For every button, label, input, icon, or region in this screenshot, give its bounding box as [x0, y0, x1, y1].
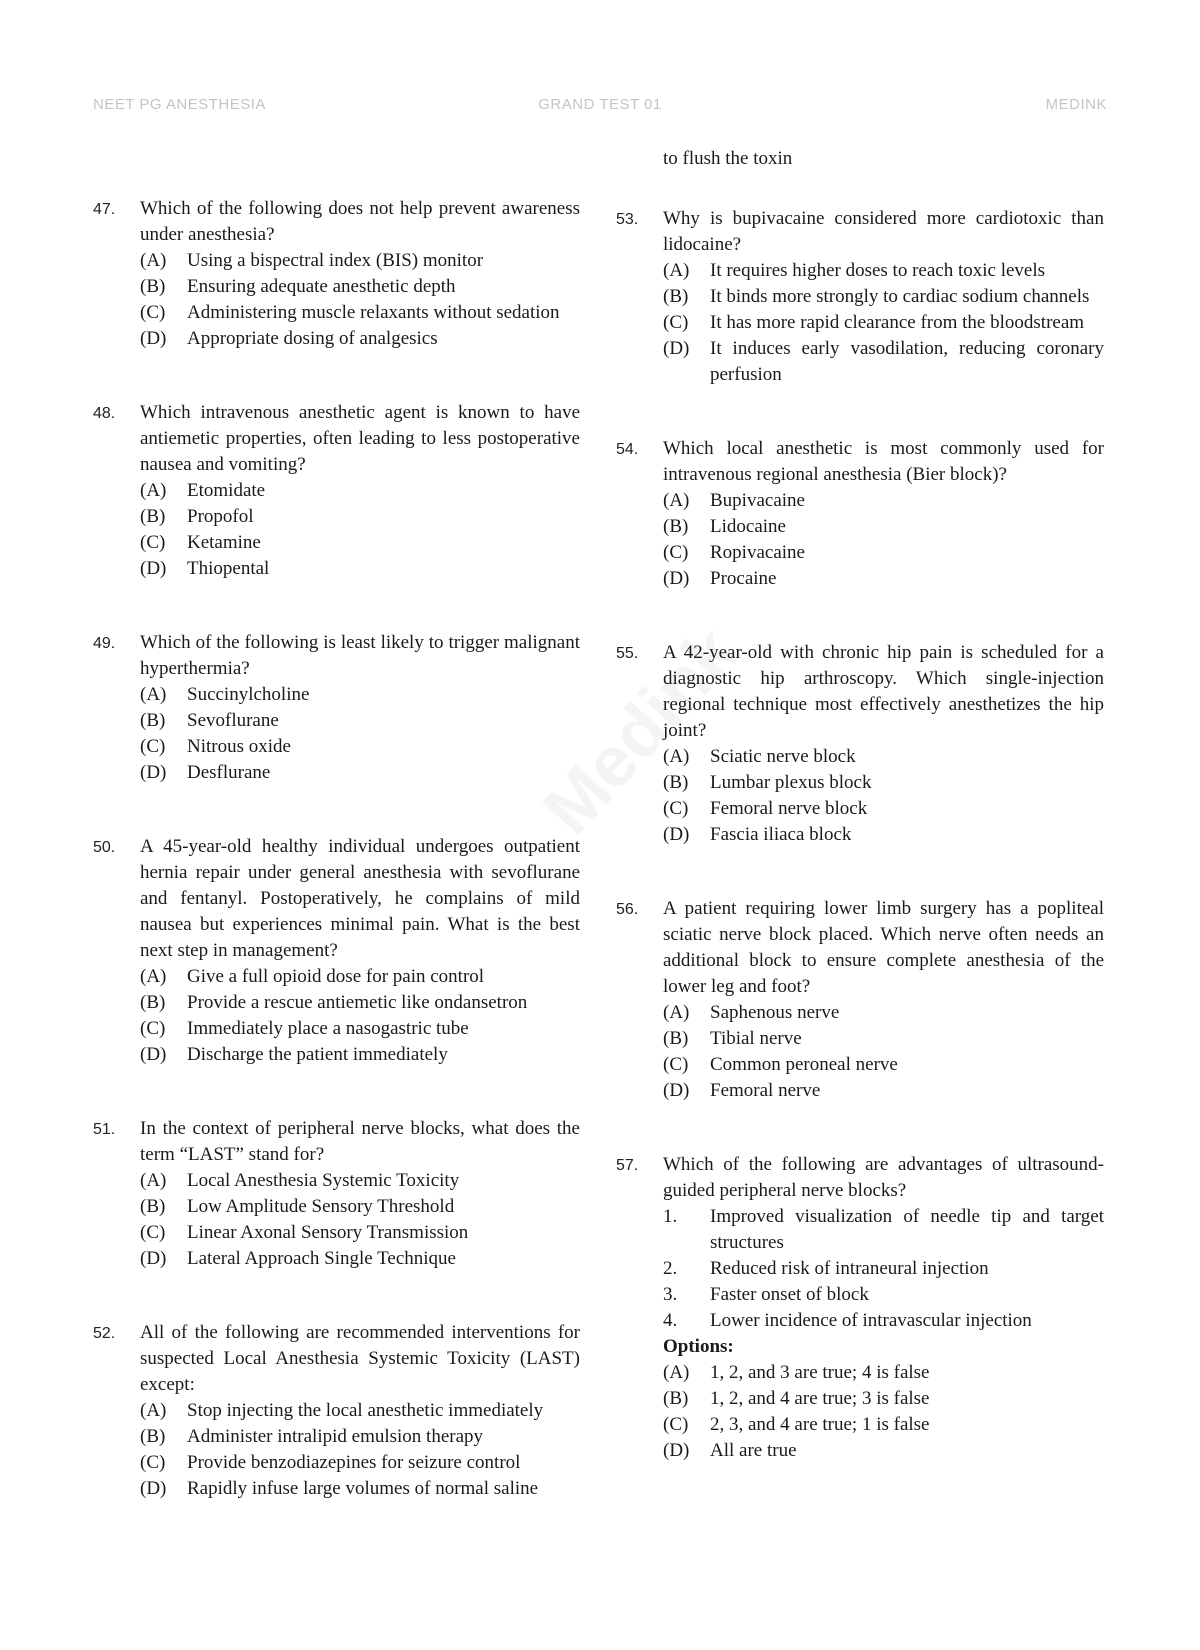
question-number: 57. [616, 1157, 639, 1174]
answer-option [140, 1168, 580, 1194]
answer-option-label: (B) [663, 516, 689, 537]
answer-option-text: Ensuring adequate anesthetic depth [187, 276, 456, 297]
answer-option-label: (A) [663, 1362, 690, 1383]
question-row [616, 1152, 1104, 1464]
question-block [93, 196, 580, 352]
answer-option-text: 1, 2, and 3 are true; 4 is false [710, 1362, 930, 1383]
answer-option-text: Sevoflurane [187, 710, 279, 731]
statement-list [663, 1204, 1104, 1334]
answer-option-label: (D) [663, 568, 690, 589]
question-body [140, 196, 580, 352]
question-block [93, 630, 580, 786]
answer-option-text: Administering muscle relaxants without sedation [187, 302, 560, 323]
answer-option-label: (D) [663, 338, 690, 359]
answer-option-text: Etomidate [187, 480, 266, 501]
answer-option-text: Thiopental [187, 558, 270, 579]
answer-option [140, 1398, 580, 1424]
question-body [663, 436, 1104, 592]
answer-option-label: (B) [140, 506, 166, 527]
question-row [93, 834, 580, 1068]
statement [663, 1308, 1104, 1334]
answer-option-text: Discharge the patient immediately [187, 1044, 448, 1065]
statement-text: Improved visualization of needle tip and target structures [710, 1206, 1104, 1253]
question-row [616, 896, 1104, 1104]
answer-option [140, 556, 580, 582]
answer-option-label: (B) [663, 1028, 689, 1049]
question-stem: All of the following are recommended interventions for suspected Local Anesthesia Systemic Toxicity (LAST) except: [140, 1322, 580, 1395]
answer-option-list [663, 258, 1104, 388]
answer-option [140, 964, 580, 990]
answer-option-label: (C) [140, 1452, 166, 1473]
answer-option [140, 734, 580, 760]
answer-option [663, 1386, 1104, 1412]
header-exam-title: NEET PG ANESTHESIA [93, 96, 266, 113]
answer-option-text: Tibial nerve [710, 1028, 802, 1049]
answer-option-text: Propofol [187, 506, 254, 527]
question-stem: A 45-year-old healthy individual undergoes outpatient hernia repair under general anesthesia with sevoflurane and fentanyl. Postoperatively, he complains of mild nausea but experiences minimal pain. What is the best next step in management? [140, 836, 580, 961]
answer-option [140, 300, 580, 326]
answer-option-label: (A) [663, 490, 690, 511]
answer-option [663, 822, 1104, 848]
answer-option-text: Ropivacaine [710, 542, 805, 563]
answer-option-label: (D) [663, 1440, 690, 1461]
answer-option-label: (B) [140, 1426, 166, 1447]
answer-option [663, 1078, 1104, 1104]
answer-option-label: (B) [663, 1388, 689, 1409]
statement [663, 1256, 1104, 1282]
answer-option-text: Linear Axonal Sensory Transmission [187, 1222, 469, 1243]
question-body [663, 1152, 1104, 1464]
answer-option-label: (D) [140, 762, 167, 783]
answer-option-list [663, 1000, 1104, 1104]
answer-option [140, 1246, 580, 1272]
question-row [93, 400, 580, 582]
answer-option-label: (C) [663, 798, 689, 819]
answer-option-text: Sciatic nerve block [710, 746, 856, 767]
answer-option-text: Common peroneal nerve [710, 1054, 898, 1075]
question-block [93, 1320, 580, 1502]
answer-option [140, 326, 580, 352]
question-stem: Which of the following is least likely to trigger malignant hyperthermia? [140, 632, 580, 679]
answer-option [663, 540, 1104, 566]
answer-option-list [140, 964, 580, 1068]
question-row [93, 1320, 580, 1502]
question-stem: Which intravenous anesthetic agent is known to have antiemetic properties, often leading to less postoperative nausea and vomiting? [140, 402, 580, 475]
answer-option-text: Administer intralipid emulsion therapy [187, 1426, 484, 1447]
answer-option-label: (B) [663, 772, 689, 793]
answer-option-text: 2, 3, and 4 are true; 1 is false [710, 1414, 930, 1435]
question-number: 48. [93, 405, 116, 422]
question-number: 56. [616, 901, 639, 918]
answer-option [663, 770, 1104, 796]
statement [663, 1282, 1104, 1308]
answer-option-text: Desflurane [187, 762, 271, 783]
question-body [663, 640, 1104, 848]
answer-option [663, 514, 1104, 540]
statement-label: 2. [663, 1258, 678, 1279]
answer-option-list [663, 744, 1104, 848]
question-block [93, 400, 580, 582]
answer-option [663, 1000, 1104, 1026]
answer-option [140, 1476, 580, 1502]
header-brand: MEDINK [1045, 96, 1107, 113]
answer-option-label: (D) [140, 558, 167, 579]
answer-option-label: (D) [140, 328, 167, 349]
question-row [93, 196, 580, 352]
answer-option [140, 682, 580, 708]
question-stem: Why is bupivacaine considered more cardiotoxic than lidocaine? [663, 208, 1104, 255]
answer-option-label: (D) [140, 1478, 167, 1499]
answer-option [140, 478, 580, 504]
answer-option [663, 488, 1104, 514]
answer-option-text: Appropriate dosing of analgesics [187, 328, 438, 349]
question-block [616, 896, 1104, 1104]
answer-option-text: Femoral nerve block [710, 798, 868, 819]
answer-option-label: (D) [663, 1080, 690, 1101]
answer-option-list [140, 1398, 580, 1502]
answer-option-list [140, 1168, 580, 1272]
question-body [140, 400, 580, 582]
question-number: 51. [93, 1121, 116, 1138]
answer-option-text: Lateral Approach Single Technique [187, 1248, 456, 1269]
answer-option-label: (C) [663, 542, 689, 563]
question-body [140, 834, 580, 1068]
answer-option-label: (A) [663, 1002, 690, 1023]
answer-option [140, 274, 580, 300]
answer-option-label: (C) [140, 532, 166, 553]
answer-option-text: Lumbar plexus block [710, 772, 872, 793]
answer-option-text: Provide benzodiazepines for seizure control [187, 1452, 521, 1473]
answer-option [663, 1438, 1104, 1464]
question-row [93, 1116, 580, 1272]
answer-option [140, 504, 580, 530]
question-body [140, 1320, 580, 1502]
answer-option [140, 1220, 580, 1246]
answer-option-text: Nitrous oxide [187, 736, 291, 757]
question-block [93, 834, 580, 1068]
answer-option-list [140, 478, 580, 582]
question-body [663, 896, 1104, 1104]
left-column [93, 196, 580, 1550]
answer-option-label: (B) [140, 710, 166, 731]
options-heading: Options: [663, 1336, 734, 1357]
answer-option-label: (B) [140, 1196, 166, 1217]
answer-option-text: Saphenous nerve [710, 1002, 840, 1023]
answer-option-text: Lidocaine [710, 516, 786, 537]
answer-option-text: Fascia iliaca block [710, 824, 852, 845]
answer-option [663, 284, 1104, 310]
question-block [616, 206, 1104, 388]
answer-option-label: (C) [663, 1054, 689, 1075]
statement-text: Faster onset of block [710, 1284, 869, 1305]
answer-option-text: Low Amplitude Sensory Threshold [187, 1196, 455, 1217]
answer-option-list [663, 488, 1104, 592]
question-body [140, 630, 580, 786]
question-body [140, 1116, 580, 1272]
statement-text: Lower incidence of intravascular injection [710, 1310, 1032, 1331]
question-number: 53. [616, 211, 639, 228]
question-number: 50. [93, 839, 116, 856]
answer-option [140, 1042, 580, 1068]
answer-option-text: Rapidly infuse large volumes of normal saline [187, 1478, 539, 1499]
answer-option [663, 566, 1104, 592]
answer-option-text: Using a bispectral index (BIS) monitor [187, 250, 484, 271]
answer-option [140, 708, 580, 734]
statement [663, 1204, 1104, 1256]
answer-option-text: Femoral nerve [710, 1080, 821, 1101]
answer-option-label: (A) [140, 1400, 167, 1421]
answer-option-label: (B) [663, 286, 689, 307]
answer-option [140, 760, 580, 786]
answer-option [663, 310, 1104, 336]
answer-option-text: It induces early vasodilation, reducing coronary perfusion [710, 338, 1104, 385]
answer-option-label: (A) [140, 684, 167, 705]
continued-option-text: to flush the toxin [663, 148, 793, 169]
answer-option [663, 1412, 1104, 1438]
question-stem: A patient requiring lower limb surgery has a popliteal sciatic nerve block placed. Which nerve often needs an additional block to ensure complete anesthesia of the lower leg and foot? [663, 898, 1104, 997]
question-row [616, 436, 1104, 592]
right-column [616, 146, 1104, 1512]
answer-option-text: Local Anesthesia Systemic Toxicity [187, 1170, 460, 1191]
question-block [93, 1116, 580, 1272]
answer-option [140, 530, 580, 556]
answer-option-text: It has more rapid clearance from the bloodstream [710, 312, 1085, 333]
answer-option [140, 990, 580, 1016]
answer-option [140, 248, 580, 274]
answer-option-label: (A) [140, 1170, 167, 1191]
answer-option-list [140, 682, 580, 786]
answer-option-label: (B) [140, 276, 166, 297]
answer-option-text: Bupivacaine [710, 490, 805, 511]
question-stem: Which of the following does not help prevent awareness under anesthesia? [140, 198, 580, 245]
question-row [616, 640, 1104, 848]
answer-option-label: (A) [140, 966, 167, 987]
answer-option-label: (C) [663, 1414, 689, 1435]
answer-option [140, 1194, 580, 1220]
question-block [616, 640, 1104, 848]
statement-label: 1. [663, 1206, 678, 1227]
answer-option [663, 336, 1104, 388]
question-number: 47. [93, 201, 116, 218]
answer-option-list [140, 248, 580, 352]
answer-option-label: (C) [140, 736, 166, 757]
page-header [93, 96, 1107, 120]
question-number: 55. [616, 645, 639, 662]
answer-option-text: 1, 2, and 4 are true; 3 is false [710, 1388, 930, 1409]
answer-option-label: (C) [663, 312, 689, 333]
answer-option-label: (D) [140, 1044, 167, 1065]
answer-option-label: (C) [140, 302, 166, 323]
answer-option-label: (D) [140, 1248, 167, 1269]
question-number: 49. [93, 635, 116, 652]
answer-option [663, 1052, 1104, 1078]
question-stem: Which local anesthetic is most commonly used for intravenous regional anesthesia (Bier block)? [663, 438, 1104, 485]
question-block [616, 1152, 1104, 1464]
answer-option-text: Stop injecting the local anesthetic immediately [187, 1400, 544, 1421]
question-stem: A 42-year-old with chronic hip pain is scheduled for a diagnostic hip arthroscopy. Which single-injection regional technique most effectively anesthetizes the hip joint? [663, 642, 1104, 741]
answer-option [140, 1424, 580, 1450]
question-body [663, 206, 1104, 388]
answer-option-text: Immediately place a nasogastric tube [187, 1018, 469, 1039]
statement-label: 4. [663, 1310, 678, 1331]
answer-option-text: Give a full opioid dose for pain control [187, 966, 485, 987]
question-stem: In the context of peripheral nerve blocks, what does the term “LAST” stand for? [140, 1118, 580, 1165]
answer-option [663, 258, 1104, 284]
answer-option-label: (A) [663, 746, 690, 767]
answer-option-text: It binds more strongly to cardiac sodium channels [710, 286, 1090, 307]
answer-option [663, 1026, 1104, 1052]
statement-text: Reduced risk of intraneural injection [710, 1258, 989, 1279]
answer-option-text: Procaine [710, 568, 777, 589]
answer-option-label: (C) [140, 1018, 166, 1039]
statement-label: 3. [663, 1284, 678, 1305]
answer-option [140, 1016, 580, 1042]
answer-option-list [663, 1360, 1104, 1464]
answer-option [663, 1360, 1104, 1386]
answer-option-label: (C) [140, 1222, 166, 1243]
question-number: 54. [616, 441, 639, 458]
answer-option-text: Ketamine [187, 532, 261, 553]
header-test-name: GRAND TEST 01 [538, 96, 662, 113]
question-block [616, 436, 1104, 592]
answer-option-text: Provide a rescue antiemetic like ondansetron [187, 992, 528, 1013]
answer-option-label: (D) [663, 824, 690, 845]
answer-option [663, 744, 1104, 770]
question-row [93, 630, 580, 786]
question-stem: Which of the following are advantages of ultrasound-guided peripheral nerve blocks? [663, 1154, 1104, 1201]
answer-option-text: It requires higher doses to reach toxic levels [710, 260, 1046, 281]
answer-option-label: (B) [140, 992, 166, 1013]
answer-option-label: (A) [140, 250, 167, 271]
question-row [616, 206, 1104, 388]
answer-option-text: All are true [710, 1440, 797, 1461]
answer-option-label: (A) [663, 260, 690, 281]
answer-option-text: Succinylcholine [187, 684, 310, 705]
question-number: 52. [93, 1325, 116, 1342]
answer-option-label: (A) [140, 480, 167, 501]
answer-option [140, 1450, 580, 1476]
answer-option [663, 796, 1104, 822]
